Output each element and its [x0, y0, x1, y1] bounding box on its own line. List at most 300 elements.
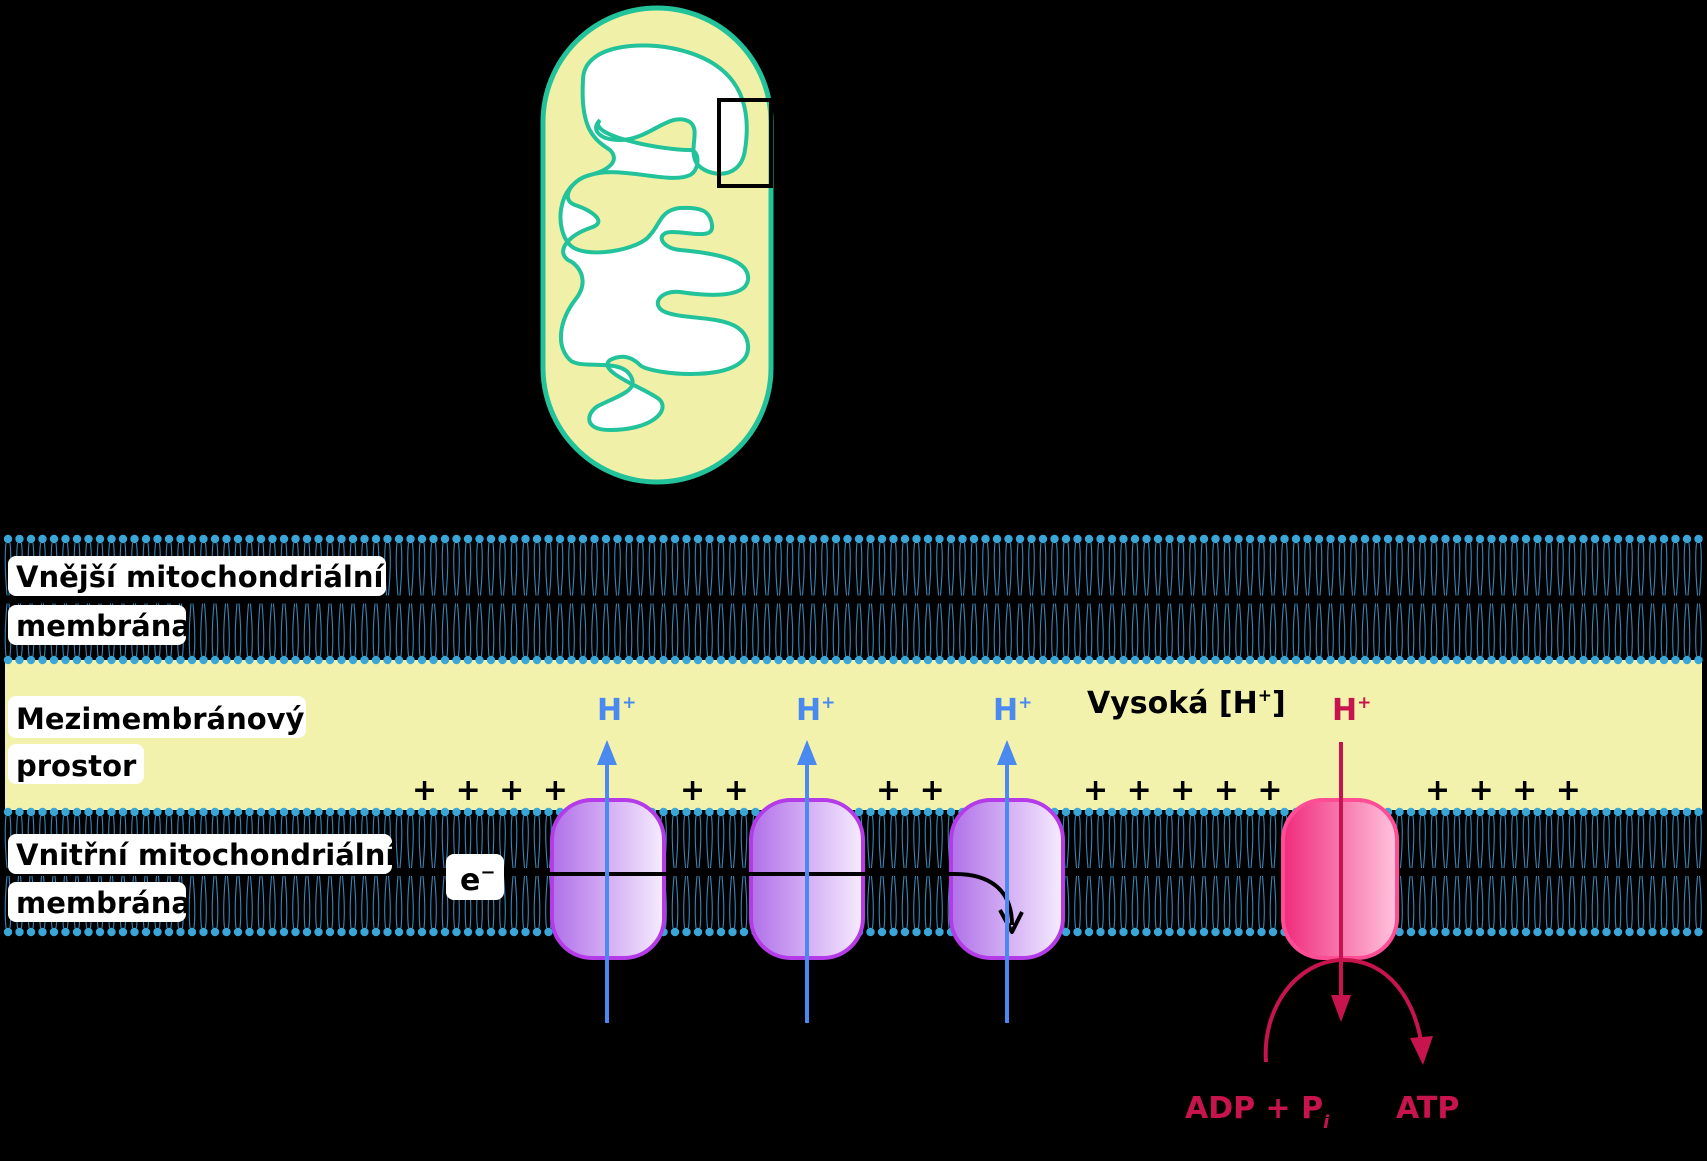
lipid-head	[1545, 928, 1553, 936]
lipid-head	[705, 808, 713, 816]
lipid-head	[27, 808, 35, 816]
lipid-head	[291, 928, 299, 936]
lipid-head	[1453, 535, 1461, 543]
lipid-head	[452, 808, 460, 816]
lipid-head	[763, 535, 771, 543]
lipid-head	[1418, 928, 1426, 936]
lipid-head	[107, 808, 115, 816]
lipid-head	[866, 535, 874, 543]
lipid-head	[1683, 928, 1691, 936]
lipid-head	[360, 656, 368, 664]
lipid-head	[579, 656, 587, 664]
lipid-head	[211, 656, 219, 664]
lipid-head	[1177, 656, 1185, 664]
lipid-head	[659, 656, 667, 664]
lipid-head	[659, 808, 667, 816]
lipid-head	[694, 808, 702, 816]
lipid-head	[1568, 535, 1576, 543]
charge-plus-group-2: + +	[680, 773, 753, 808]
lipid-head	[487, 535, 495, 543]
lipid-head	[1234, 808, 1242, 816]
lipid-head	[245, 808, 253, 816]
lipid-head	[326, 928, 334, 936]
lipid-head	[142, 656, 150, 664]
lipid-head	[1154, 808, 1162, 816]
lipid-head	[406, 656, 414, 664]
lipid-head	[406, 808, 414, 816]
lipid-head	[1395, 808, 1403, 816]
lipid-head	[613, 535, 621, 543]
lipid-head	[1165, 808, 1173, 816]
lipid-head	[222, 808, 230, 816]
lipid-head	[245, 656, 253, 664]
lipid-head	[1223, 928, 1231, 936]
lipid-head	[1096, 808, 1104, 816]
lipid-head	[429, 535, 437, 543]
lipid-head	[245, 928, 253, 936]
lipid-head	[1637, 808, 1645, 816]
lipid-head	[556, 656, 564, 664]
lipid-head	[1637, 656, 1645, 664]
lipid-head	[1499, 928, 1507, 936]
lipid-head	[498, 928, 506, 936]
lipid-head	[107, 928, 115, 936]
oxygen-label: 1/2 $O_2$	[863, 1091, 964, 1131]
lipid-head	[1073, 535, 1081, 543]
lipid-head	[429, 656, 437, 664]
lipid-head	[1269, 535, 1277, 543]
lipid-head	[1073, 808, 1081, 816]
lipid-head	[383, 656, 391, 664]
lipid-head	[797, 535, 805, 543]
lipid-head	[1660, 808, 1668, 816]
lipid-head	[935, 928, 943, 936]
lipid-head	[889, 808, 897, 816]
lipid-head	[234, 656, 242, 664]
lipid-head	[832, 535, 840, 543]
lipid-head	[498, 656, 506, 664]
lipid-head	[27, 656, 35, 664]
lipid-head	[1476, 656, 1484, 664]
lipid-head	[464, 656, 472, 664]
lipid-head	[268, 928, 276, 936]
lipid-head	[337, 535, 345, 543]
lipid-head	[705, 928, 713, 936]
lipid-head	[590, 656, 598, 664]
lipid-head	[774, 656, 782, 664]
lipid-head	[1223, 808, 1231, 816]
lipid-head	[935, 535, 943, 543]
lipid-head	[533, 928, 541, 936]
lipid-head	[165, 656, 173, 664]
lipid-head	[498, 535, 506, 543]
lipid-head	[1464, 656, 1472, 664]
lipid-head	[843, 656, 851, 664]
lipid-head	[1464, 808, 1472, 816]
intermembrane-label-line1: Mezimembránový	[16, 702, 305, 736]
lipid-head	[383, 808, 391, 816]
lipid-head	[981, 535, 989, 543]
lipid-head	[579, 535, 587, 543]
lipid-head	[924, 808, 932, 816]
lipid-head	[1418, 656, 1426, 664]
lipid-head	[1694, 808, 1702, 816]
lipid-head	[1211, 656, 1219, 664]
lipid-head	[142, 928, 150, 936]
charge-plus-group-5: + + + +	[1425, 773, 1585, 808]
atp-formation-arrowhead	[1410, 1036, 1433, 1065]
lipid-head	[291, 535, 299, 543]
lipid-head	[303, 535, 311, 543]
lipid-head	[855, 656, 863, 664]
lipid-head	[418, 928, 426, 936]
lipid-head	[1165, 656, 1173, 664]
lipid-head	[107, 656, 115, 664]
lipid-head	[1407, 656, 1415, 664]
lipid-head	[1188, 928, 1196, 936]
lipid-head	[1096, 656, 1104, 664]
lipid-head	[360, 808, 368, 816]
lipid-head	[958, 535, 966, 543]
lipid-head	[1131, 656, 1139, 664]
lipid-head	[1200, 928, 1208, 936]
lipid-head	[1349, 535, 1357, 543]
lipid-head	[1062, 535, 1070, 543]
lipid-head	[1200, 535, 1208, 543]
lipid-head	[1165, 535, 1173, 543]
lipid-head	[1453, 656, 1461, 664]
lipid-head	[1556, 928, 1564, 936]
lipid-head	[268, 808, 276, 816]
lipid-head	[487, 656, 495, 664]
lipid-head	[1464, 928, 1472, 936]
lipid-head	[889, 656, 897, 664]
lipid-head	[1683, 656, 1691, 664]
lipid-head	[38, 656, 46, 664]
lipid-head	[1188, 808, 1196, 816]
lipid-head	[1591, 535, 1599, 543]
lipid-head	[38, 808, 46, 816]
lipid-head	[280, 808, 288, 816]
lipid-head	[1579, 928, 1587, 936]
lipid-head	[1211, 928, 1219, 936]
lipid-head	[901, 535, 909, 543]
lipid-head	[1637, 535, 1645, 543]
lipid-head	[303, 808, 311, 816]
lipid-head	[1234, 928, 1242, 936]
lipid-head	[165, 928, 173, 936]
lipid-head	[774, 535, 782, 543]
lipid-head	[694, 656, 702, 664]
lipid-head	[1418, 535, 1426, 543]
lipid-head	[1234, 535, 1242, 543]
high-proton-label: Vysoká [H+]	[1087, 686, 1286, 721]
lipid-head	[832, 656, 840, 664]
lipid-head	[1085, 656, 1093, 664]
lipid-head	[1188, 535, 1196, 543]
lipid-head	[878, 656, 886, 664]
lipid-head	[1441, 656, 1449, 664]
lipid-head	[751, 656, 759, 664]
lipid-head	[993, 656, 1001, 664]
lipid-head	[820, 535, 828, 543]
lipid-head	[1648, 656, 1656, 664]
lipid-head	[326, 656, 334, 664]
lipid-head	[84, 656, 92, 664]
outer-membrane-label-line1: Vnější mitochondriální	[16, 560, 384, 594]
lipid-head	[544, 656, 552, 664]
lipid-head	[866, 808, 874, 816]
lipid-head	[234, 535, 242, 543]
lipid-head	[1119, 808, 1127, 816]
lipid-head	[947, 535, 955, 543]
lipid-head	[4, 656, 12, 664]
lipid-head	[452, 928, 460, 936]
lipid-head	[15, 656, 23, 664]
lipid-head	[1177, 928, 1185, 936]
lipid-head	[441, 656, 449, 664]
lipid-head	[1177, 535, 1185, 543]
lipid-head	[119, 535, 127, 543]
lipid-head	[1625, 535, 1633, 543]
lipid-head	[1269, 928, 1277, 936]
adp-label: ADP + $P_i$	[1185, 1091, 1330, 1133]
lipid-head	[682, 808, 690, 816]
proton-label-3: H+	[993, 693, 1033, 728]
lipid-head	[1303, 656, 1311, 664]
lipid-head	[1246, 808, 1254, 816]
lipid-head	[199, 535, 207, 543]
lipid-head	[1407, 535, 1415, 543]
lipid-head	[1614, 535, 1622, 543]
lipid-head	[935, 808, 943, 816]
lipid-head	[1039, 535, 1047, 543]
lipid-head	[1188, 656, 1196, 664]
lipid-head	[1510, 535, 1518, 543]
lipid-head	[349, 535, 357, 543]
low-proton-label: Nízká [H+]	[625, 1033, 796, 1068]
lipid-head	[1142, 535, 1150, 543]
lipid-head	[728, 535, 736, 543]
lipid-head	[199, 808, 207, 816]
lipid-head	[1648, 928, 1656, 936]
outer-membrane-label-line2: membrána	[16, 609, 191, 643]
lipid-head	[740, 928, 748, 936]
lipid-head	[303, 656, 311, 664]
inner-membrane-label-line2: membrána	[16, 886, 191, 920]
lipid-head	[222, 535, 230, 543]
lipid-head	[487, 808, 495, 816]
lipid-head	[1499, 808, 1507, 816]
lipid-head	[533, 808, 541, 816]
lipid-head	[1016, 535, 1024, 543]
lipid-head	[1085, 808, 1093, 816]
lipid-head	[1510, 928, 1518, 936]
lipid-head	[1591, 928, 1599, 936]
lipid-head	[717, 928, 725, 936]
lipid-head	[1372, 535, 1380, 543]
charge-plus-group-4: + + + + +	[1083, 773, 1287, 808]
lipid-head	[1533, 535, 1541, 543]
lipid-head	[1545, 535, 1553, 543]
lipid-head	[1246, 656, 1254, 664]
lipid-head	[268, 656, 276, 664]
lipid-head	[4, 928, 12, 936]
lipid-head	[1602, 808, 1610, 816]
lipid-head	[61, 656, 69, 664]
lipid-head	[153, 535, 161, 543]
lipid-head	[1407, 928, 1415, 936]
lipid-head	[84, 535, 92, 543]
lipid-head	[1476, 808, 1484, 816]
charge-plus-group-1: + + + +	[412, 773, 572, 808]
lipid-head	[1326, 535, 1334, 543]
lipid-head	[1257, 656, 1265, 664]
lipid-head	[924, 656, 932, 664]
lipid-head	[866, 656, 874, 664]
lipid-head	[820, 656, 828, 664]
electron-label: e−	[460, 862, 496, 898]
lipid-head	[1602, 535, 1610, 543]
lipid-head	[533, 656, 541, 664]
lipid-head	[1004, 656, 1012, 664]
lipid-head	[1648, 535, 1656, 543]
lipid-head	[1591, 656, 1599, 664]
lipid-head	[740, 535, 748, 543]
lipid-head	[1165, 928, 1173, 936]
lipid-head	[1533, 808, 1541, 816]
lipid-head	[211, 808, 219, 816]
lipid-head	[521, 808, 529, 816]
lipid-head	[751, 535, 759, 543]
lipid-head	[1395, 535, 1403, 543]
lipid-head	[61, 535, 69, 543]
lipid-head	[1211, 808, 1219, 816]
outer-membrane-top-heads	[4, 535, 1703, 543]
lipid-head	[211, 928, 219, 936]
lipid-head	[602, 535, 610, 543]
lipid-head	[1315, 535, 1323, 543]
lipid-head	[1637, 928, 1645, 936]
lipid-head	[947, 808, 955, 816]
lipid-head	[257, 535, 265, 543]
lipid-head	[211, 535, 219, 543]
lipid-head	[901, 808, 909, 816]
lipid-head	[1257, 928, 1265, 936]
lipid-head	[1108, 928, 1116, 936]
lipid-head	[1683, 808, 1691, 816]
lipid-head	[464, 535, 472, 543]
lipid-head	[1625, 808, 1633, 816]
lipid-head	[349, 808, 357, 816]
lipid-head	[1062, 808, 1070, 816]
lipid-head	[50, 808, 58, 816]
lipid-head	[1131, 928, 1139, 936]
lipid-head	[1315, 656, 1323, 664]
lipid-head	[1269, 656, 1277, 664]
lipid-head	[1453, 928, 1461, 936]
lipid-head	[1223, 656, 1231, 664]
lipid-head	[1522, 808, 1530, 816]
lipid-head	[1625, 656, 1633, 664]
lipid-head	[843, 535, 851, 543]
lipid-head	[96, 928, 104, 936]
lipid-head	[257, 656, 265, 664]
lipid-head	[1246, 928, 1254, 936]
lipid-head	[464, 928, 472, 936]
lipid-head	[475, 808, 483, 816]
lipid-head	[96, 535, 104, 543]
lipid-head	[993, 535, 1001, 543]
lipid-head	[855, 535, 863, 543]
lipid-head	[1050, 656, 1058, 664]
lipid-head	[671, 656, 679, 664]
lipid-head	[349, 928, 357, 936]
lipid-head	[406, 535, 414, 543]
lipid-head	[924, 535, 932, 543]
lipid-head	[1395, 656, 1403, 664]
lipid-head	[648, 535, 656, 543]
lipid-head	[717, 656, 725, 664]
lipid-head	[1338, 656, 1346, 664]
lipid-head	[1487, 535, 1495, 543]
lipid-head	[1430, 656, 1438, 664]
lipid-head	[1487, 808, 1495, 816]
lipid-head	[291, 656, 299, 664]
lipid-head	[50, 535, 58, 543]
lipid-head	[1280, 656, 1288, 664]
lipid-head	[372, 928, 380, 936]
lipid-head	[418, 535, 426, 543]
lipid-head	[544, 808, 552, 816]
lipid-head	[1280, 808, 1288, 816]
lipid-head	[188, 808, 196, 816]
lipid-head	[912, 656, 920, 664]
lipid-head	[728, 928, 736, 936]
lipid-head	[1418, 808, 1426, 816]
lipid-head	[521, 535, 529, 543]
lipid-head	[1430, 808, 1438, 816]
lipid-head	[441, 535, 449, 543]
synthase-proton-arrowhead	[1331, 995, 1351, 1022]
lipid-head	[418, 656, 426, 664]
lipid-head	[50, 656, 58, 664]
lipid-head	[556, 535, 564, 543]
lipid-head	[947, 656, 955, 664]
lipid-head	[176, 656, 184, 664]
lipid-head	[406, 928, 414, 936]
lipid-head	[510, 808, 518, 816]
lipid-head	[130, 808, 138, 816]
lipid-head	[222, 928, 230, 936]
lipid-head	[567, 656, 575, 664]
lipid-head	[142, 808, 150, 816]
lipid-head	[1430, 928, 1438, 936]
lipid-head	[1453, 808, 1461, 816]
lipid-head	[1510, 656, 1518, 664]
lipid-head	[797, 656, 805, 664]
lipid-head	[303, 928, 311, 936]
lipid-head	[1027, 656, 1035, 664]
lipid-head	[1660, 928, 1668, 936]
lipid-head	[740, 808, 748, 816]
lipid-head	[395, 928, 403, 936]
lipid-head	[625, 535, 633, 543]
lipid-head	[337, 656, 345, 664]
lipid-head	[935, 656, 943, 664]
lipid-head	[38, 928, 46, 936]
lipid-head	[809, 535, 817, 543]
